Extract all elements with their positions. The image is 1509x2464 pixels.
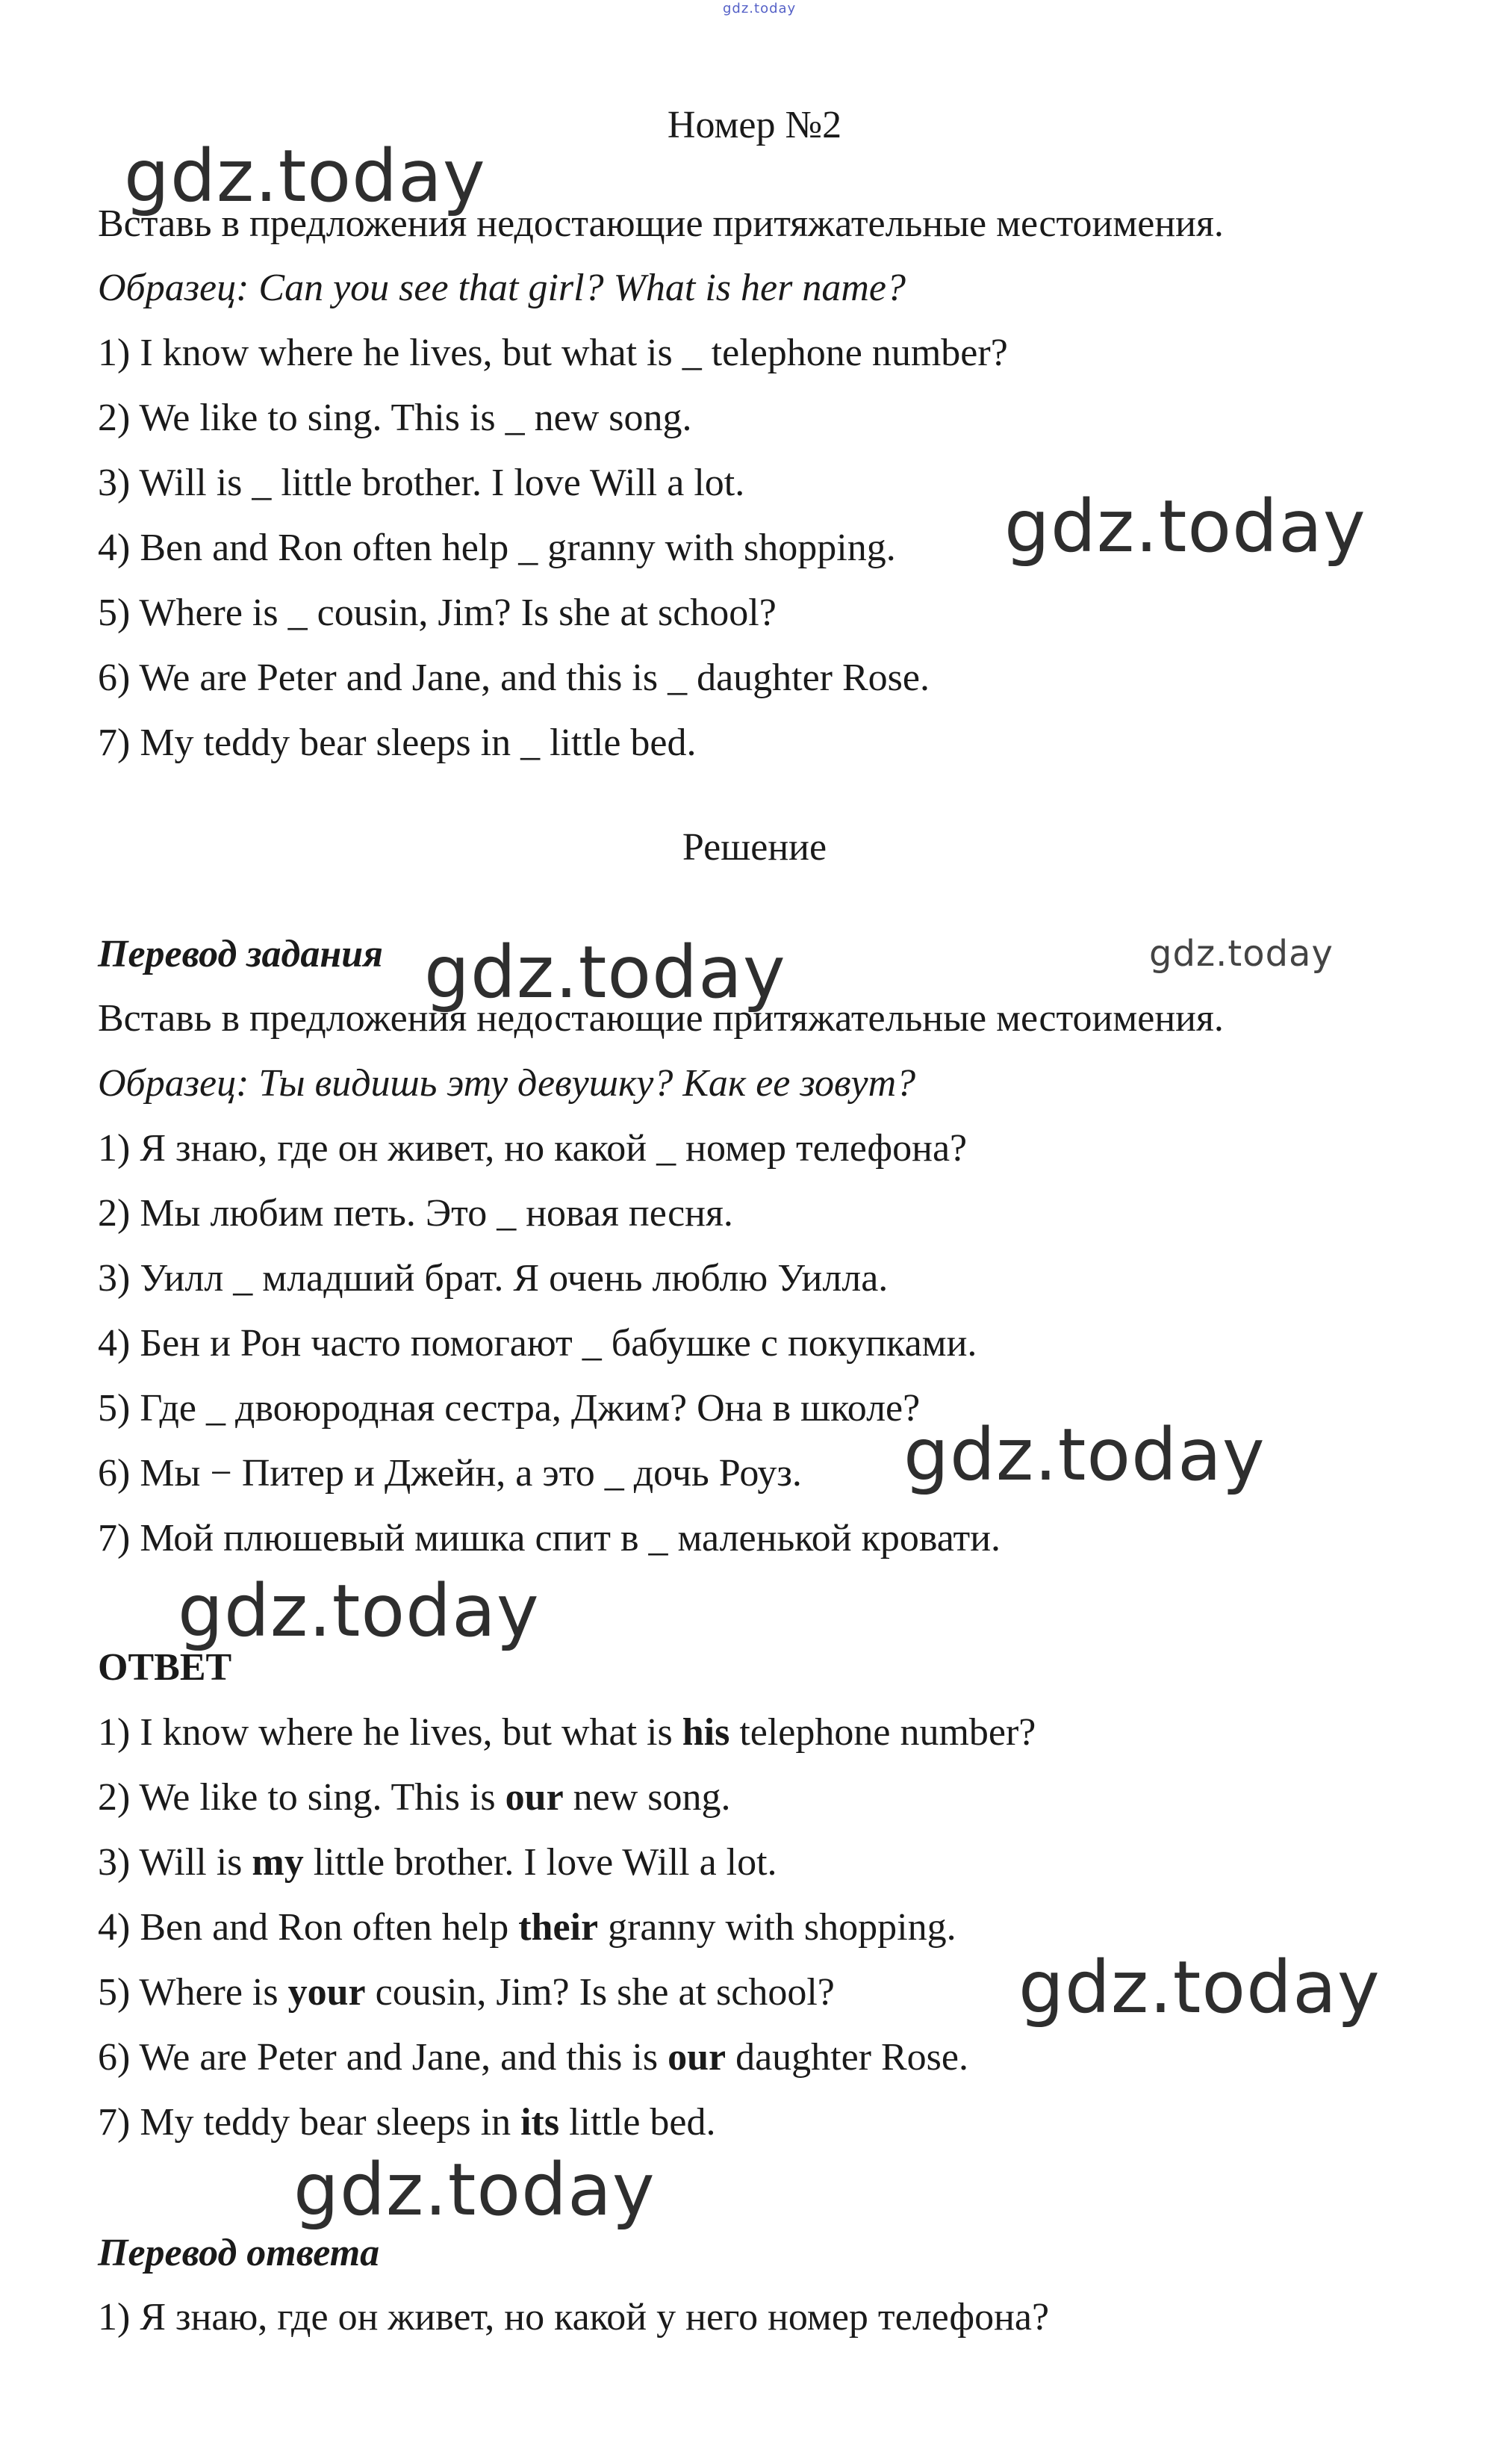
answer-item-4-pronoun: their [518, 1906, 599, 1949]
answer-item-5-before: 5) Where is [98, 1971, 288, 2014]
task-item-5: 5) Where is _ cousin, Jim? Is she at school? [98, 592, 777, 634]
answer-item-2-pronoun: our [505, 1776, 564, 1819]
answer-item-1 [98, 1710, 1036, 1755]
watermark: gdz.today [124, 134, 486, 218]
answer-item-4-before: 4) Ben and Ron often help [98, 1906, 519, 1949]
page-title: Номер №2 [667, 104, 842, 146]
translation-task-item-4: 4) Бен и Рон часто помогают _ бабушке с покупками. [98, 1322, 977, 1365]
task-item-2: 2) We like to sing. This is _ new song. [98, 397, 692, 439]
answer-item-2-after: new song. [563, 1776, 731, 1819]
translation-answer-heading: Перевод ответа [98, 2232, 380, 2274]
task-item-3: 3) Will is _ little brother. I love Will a lot. [98, 462, 745, 504]
answer-item-2 [98, 1775, 731, 1820]
answer-item-5-after: cousin, Jim? Is she at school? [365, 1971, 835, 2014]
answer-item-5 [98, 1970, 835, 2015]
answer-item-4 [98, 1905, 956, 1950]
answer-item-4-after: granny with shopping. [598, 1906, 956, 1949]
answer-item-6-before: 6) We are Peter and Jane, and this is [98, 2036, 668, 2079]
answer-item-6-after: daughter Rose. [726, 2036, 969, 2079]
watermark: gdz.today [1018, 1946, 1381, 2029]
answer-item-7 [98, 2100, 716, 2145]
task-instruction: Вставь в предложения недостающие притяжательные местоимения. [98, 202, 1224, 245]
answer-item-7-pronoun: its [520, 2101, 560, 2144]
answer-item-3 [98, 1840, 777, 1885]
translation-task-item-5: 5) Где _ двоюродная сестра, Джим? Она в школе? [98, 1387, 921, 1430]
answer-item-6 [98, 2035, 968, 2080]
answer-item-1-before: 1) I know where he lives, but what is [98, 1711, 682, 1754]
answer-item-3-after: little brother. I love Will a lot. [303, 1841, 777, 1884]
task-item-7: 7) My teddy bear sleeps in _ little bed. [98, 721, 697, 764]
translation-task-item-2: 2) Мы любим петь. Это _ новая песня. [98, 1192, 733, 1235]
answer-item-1-after: telephone number? [729, 1711, 1036, 1754]
watermark: gdz.today [903, 1413, 1266, 1497]
answer-item-3-before: 3) Will is [98, 1841, 252, 1884]
watermark: gdz.today [178, 1569, 540, 1653]
watermark-top: gdz.today [723, 1, 797, 16]
translation-task-item-1: 1) Я знаю, где он живет, но какой _ номер телефона? [98, 1127, 968, 1170]
solution-heading: Решение [682, 826, 827, 869]
task-item-6: 6) We are Peter and Jane, and this is _ daughter Rose. [98, 657, 930, 699]
translation-answer-item-1: 1) Я знаю, где он живет, но какой у него номер телефона? [98, 2296, 1050, 2339]
task-example: Образец: Can you see that girl? What is her name? [98, 267, 906, 309]
task-item-1: 1) I know where he lives, but what is _ telephone number? [98, 332, 1008, 374]
watermark: gdz.today [1149, 933, 1334, 975]
watermark: gdz.today [293, 2148, 656, 2232]
translation-task-heading: Перевод задания [98, 933, 383, 975]
translation-task-instruction: Вставь в предложения недостающие притяжательные местоимения. [98, 997, 1224, 1040]
answer-item-1-pronoun: his [682, 1711, 730, 1754]
answer-item-3-pronoun: my [252, 1841, 304, 1884]
translation-task-item-3: 3) Уилл _ младший брат. Я очень люблю Уилла. [98, 1257, 889, 1300]
answer-item-2-before: 2) We like to sing. This is [98, 1776, 505, 1819]
answer-item-6-pronoun: our [668, 2036, 727, 2079]
translation-task-item-7: 7) Мой плюшевый мишка спит в _ маленькой кровати. [98, 1517, 1001, 1560]
answer-item-5-pronoun: your [287, 1971, 366, 2014]
answer-item-7-after: little bed. [559, 2101, 716, 2144]
translation-task-example: Образец: Ты видишь эту девушку? Как ее зовут? [98, 1062, 916, 1105]
watermark: gdz.today [424, 931, 786, 1014]
watermark: gdz.today [1004, 485, 1366, 568]
answer-heading: ОТВЕТ [98, 1646, 232, 1689]
translation-task-item-6: 6) Мы − Питер и Джейн, а это _ дочь Роуз. [98, 1452, 802, 1495]
task-item-4: 4) Ben and Ron often help _ granny with shopping. [98, 527, 896, 569]
answer-item-7-before: 7) My teddy bear sleeps in [98, 2101, 521, 2144]
